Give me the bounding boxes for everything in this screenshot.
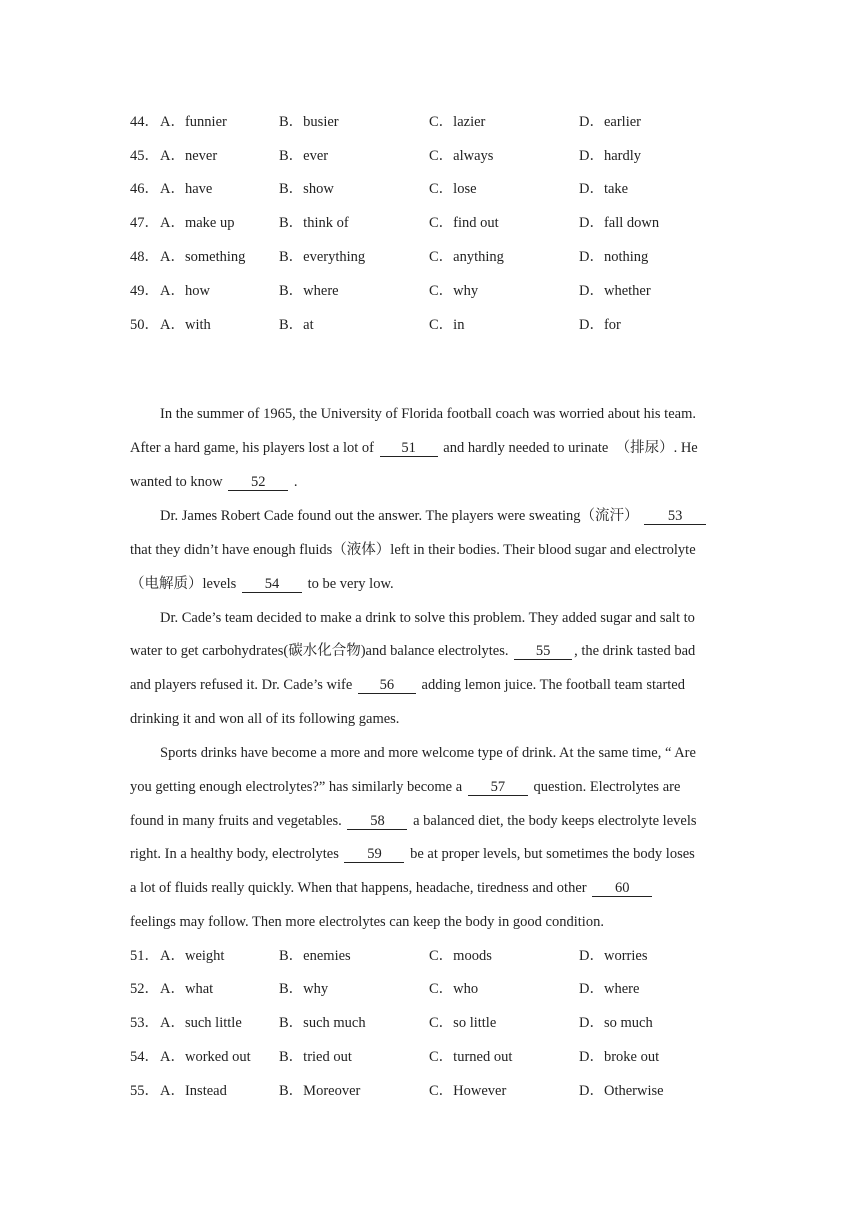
option-c: C．always bbox=[429, 148, 494, 164]
passage-line bbox=[160, 505, 740, 527]
option-c: C．lose bbox=[429, 181, 477, 197]
passage-line bbox=[130, 539, 740, 561]
answer-blank-55[interactable]: 55 bbox=[514, 643, 572, 660]
option-a: A．what bbox=[160, 981, 214, 997]
question-number: 54． bbox=[130, 1049, 159, 1065]
passage-text: drinking it and won all of its following games. bbox=[130, 711, 400, 727]
option-c: C．turned out bbox=[429, 1049, 513, 1065]
passage-text: , the drink tasted bad bbox=[574, 643, 696, 659]
passage-text: adding lemon juice. The football team started bbox=[421, 677, 685, 693]
option-d: D．Otherwise bbox=[579, 1083, 664, 1099]
passage-text: and hardly needed to urinate （排尿）. He bbox=[443, 440, 698, 456]
option-d: D．hardly bbox=[579, 148, 642, 164]
question-number: 44． bbox=[130, 114, 159, 130]
passage-text: feelings may follow. Then more electrolytes can keep the body in good condition. bbox=[130, 914, 604, 930]
option-b: B．ever bbox=[279, 148, 329, 164]
option-c: C．However bbox=[429, 1083, 507, 1099]
passage-text: a balanced diet, the body keeps electrolyte levels bbox=[413, 813, 697, 829]
option-b: B．Moreover bbox=[279, 1083, 361, 1099]
answer-blank-60[interactable]: 60 bbox=[592, 880, 652, 897]
question-number: 49． bbox=[130, 283, 159, 299]
option-c: C．anything bbox=[429, 249, 504, 265]
option-a: A．worked out bbox=[160, 1049, 251, 1065]
passage-text: After a hard game, his players lost a lot of bbox=[130, 440, 375, 456]
passage-line bbox=[130, 708, 740, 730]
option-c: C．lazier bbox=[429, 114, 486, 130]
question-number: 52． bbox=[130, 981, 159, 997]
answer-blank-56[interactable]: 56 bbox=[358, 677, 416, 694]
passage-line bbox=[130, 640, 740, 662]
passage-line bbox=[130, 810, 740, 832]
option-d: D．fall down bbox=[579, 215, 660, 231]
passage-text: Dr. Cade’s team decided to make a drink to solve this problem. They added sugar and salt to bbox=[160, 610, 695, 626]
passage-text: you getting enough electrolytes?” has similarly become a bbox=[130, 779, 463, 795]
option-b: B．everything bbox=[279, 249, 366, 265]
option-b: B．where bbox=[279, 283, 339, 299]
passage-text: to be very low. bbox=[307, 576, 394, 592]
passage-line bbox=[130, 437, 740, 459]
passage-text: water to get carbohydrates(碳水化合物)and balance electrolytes. bbox=[130, 643, 509, 659]
option-c: C．moods bbox=[429, 948, 492, 964]
option-b: B．show bbox=[279, 181, 334, 197]
question-number: 51． bbox=[130, 948, 159, 964]
option-a: A．Instead bbox=[160, 1083, 227, 1099]
option-d: D．worries bbox=[579, 948, 648, 964]
option-a: A．funnier bbox=[160, 114, 227, 130]
passage-text: a lot of fluids really quickly. When that happens, headache, tiredness and other bbox=[130, 880, 587, 896]
passage-text: In the summer of 1965, the University of Florida football coach was worried about his team. bbox=[160, 406, 696, 422]
option-b: B．think of bbox=[279, 215, 349, 231]
option-b: B．why bbox=[279, 981, 329, 997]
answer-blank-58[interactable]: 58 bbox=[347, 813, 407, 830]
option-b: B．such much bbox=[279, 1015, 366, 1031]
option-a: A．with bbox=[160, 317, 211, 333]
question-number: 50． bbox=[130, 317, 159, 333]
passage-text: that they didn’t have enough fluids（液体）left in their bodies. Their blood sugar and electrolyte bbox=[130, 542, 696, 558]
answer-blank-54[interactable]: 54 bbox=[242, 576, 302, 593]
passage-line bbox=[130, 471, 740, 493]
passage-line bbox=[130, 674, 740, 696]
option-d: D．nothing bbox=[579, 249, 649, 265]
answer-blank-51[interactable]: 51 bbox=[380, 440, 438, 457]
passage-text: found in many fruits and vegetables. bbox=[130, 813, 342, 829]
passage-line bbox=[130, 573, 740, 595]
question-number: 47． bbox=[130, 215, 159, 231]
passage-line bbox=[130, 843, 740, 865]
question-number: 53． bbox=[130, 1015, 159, 1031]
passage-text: right. In a healthy body, electrolytes bbox=[130, 846, 339, 862]
question-number: 55． bbox=[130, 1083, 159, 1099]
option-d: D．for bbox=[579, 317, 621, 333]
question-number: 48． bbox=[130, 249, 159, 265]
passage-line bbox=[130, 776, 740, 798]
option-c: C．why bbox=[429, 283, 479, 299]
passage-text: and players refused it. Dr. Cade’s wife bbox=[130, 677, 353, 693]
passage-text: wanted to know bbox=[130, 474, 223, 490]
option-a: A．make up bbox=[160, 215, 235, 231]
passage-line bbox=[160, 742, 740, 764]
option-b: B．enemies bbox=[279, 948, 351, 964]
option-d: D．whether bbox=[579, 283, 651, 299]
answer-blank-59[interactable]: 59 bbox=[344, 846, 404, 863]
passage-text: Dr. James Robert Cade found out the answer. The players were sweating（流汗） bbox=[160, 508, 639, 524]
answer-blank-57[interactable]: 57 bbox=[468, 779, 528, 796]
passage-line bbox=[130, 877, 740, 899]
question-number: 46． bbox=[130, 181, 159, 197]
option-a: A．have bbox=[160, 181, 213, 197]
answer-blank-52[interactable]: 52 bbox=[228, 474, 288, 491]
option-d: D．broke out bbox=[579, 1049, 660, 1065]
option-c: C．so little bbox=[429, 1015, 497, 1031]
passage-line bbox=[160, 403, 740, 425]
passage-text: question. Electrolytes are bbox=[533, 779, 681, 795]
passage-line bbox=[160, 607, 740, 629]
option-d: D．earlier bbox=[579, 114, 641, 130]
answer-blank-53[interactable]: 53 bbox=[644, 508, 706, 525]
passage-line bbox=[130, 911, 740, 933]
option-b: B．at bbox=[279, 317, 314, 333]
option-b: B．tried out bbox=[279, 1049, 352, 1065]
option-c: C．find out bbox=[429, 215, 499, 231]
passage-text: be at proper levels, but sometimes the body loses bbox=[410, 846, 695, 862]
question-number: 45． bbox=[130, 148, 159, 164]
option-a: A．how bbox=[160, 283, 210, 299]
option-a: A．something bbox=[160, 249, 246, 265]
option-c: C．in bbox=[429, 317, 465, 333]
option-a: A．such little bbox=[160, 1015, 242, 1031]
passage-text: （电解质）levels bbox=[130, 576, 237, 592]
passage-text: . bbox=[293, 474, 298, 490]
option-a: A．weight bbox=[160, 948, 225, 964]
option-c: C．who bbox=[429, 981, 479, 997]
option-d: D．take bbox=[579, 181, 629, 197]
option-a: A．never bbox=[160, 148, 218, 164]
passage-text: Sports drinks have become a more and more welcome type of drink. At the same time, “ Are bbox=[160, 745, 696, 761]
option-d: D．where bbox=[579, 981, 640, 997]
option-d: D．so much bbox=[579, 1015, 653, 1031]
option-b: B．busier bbox=[279, 114, 339, 130]
